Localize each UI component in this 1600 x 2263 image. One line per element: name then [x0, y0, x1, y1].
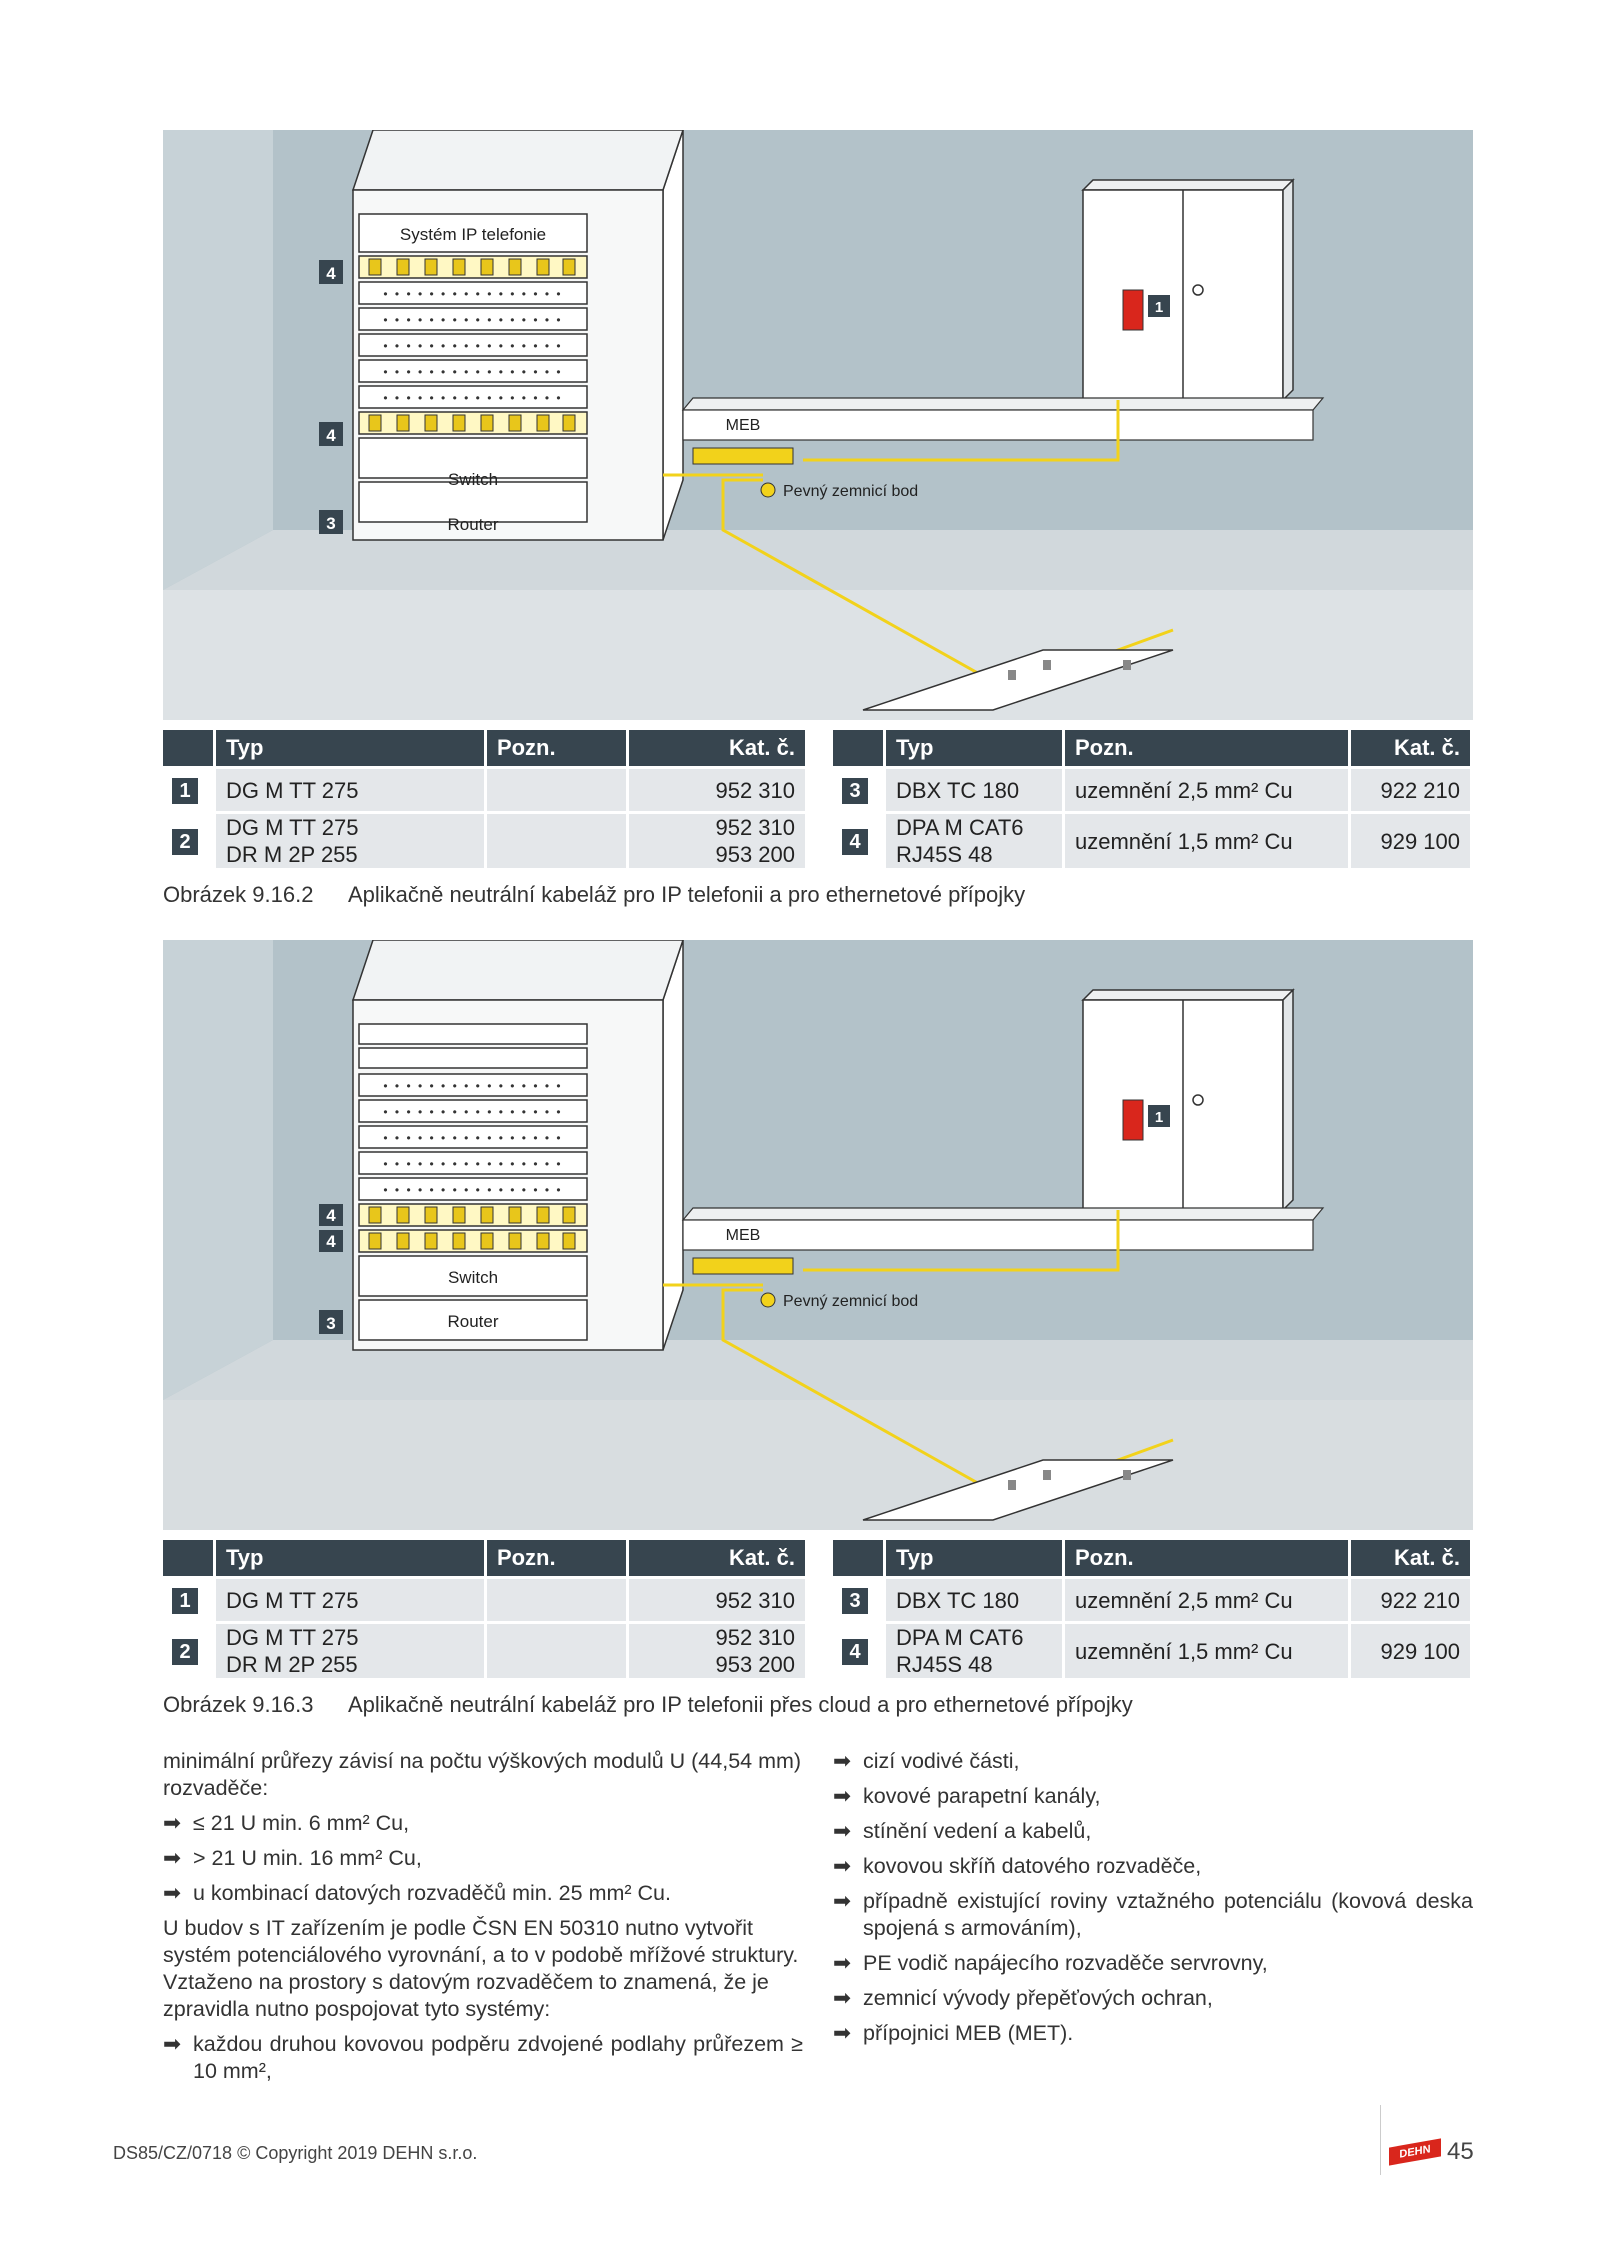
cell-cat: 922 210: [1350, 768, 1472, 813]
figure-1-illustration: [163, 130, 1473, 720]
th-note: Pozn.: [485, 730, 627, 768]
marker-3: 3: [326, 1314, 336, 1333]
row-badge: 2: [172, 1639, 198, 1665]
cell-note: uzemnění 1,5 mm² Cu: [1063, 1623, 1349, 1679]
marker-1: 1: [1154, 299, 1164, 316]
list-item: ➡ kovovou skříň datového rozvaděče,: [833, 1854, 1202, 1878]
th-note: Pozn.: [485, 1540, 627, 1578]
marker-4: 4: [326, 264, 336, 283]
ground-point-label: Pevný zemnicí bod: [783, 483, 919, 500]
figure-2-illustration: [163, 940, 1473, 1530]
list-item: ➡ každou druhou kovovou podpěru zdvojené podlahy průřezem ≥ 10 mm²,: [163, 2032, 803, 2083]
list-item: ➡ kovové parapetní kanály,: [833, 1784, 1101, 1808]
cell-note: [485, 1623, 627, 1679]
table-right-fig1: [833, 730, 1473, 868]
svg-text:• • • • • • • • • • • • • • •: • • • • • • • • • • • • • • • •: [383, 1183, 563, 1197]
table-left-fig2: [163, 1540, 808, 1678]
cell-cat: 952 310 953 200: [628, 1623, 807, 1679]
table-row: [163, 768, 807, 813]
table-row: [163, 1623, 807, 1679]
row-badge: 1: [172, 1588, 198, 1614]
switch-label: Switch: [447, 1268, 499, 1287]
caption-number: Obrázek 9.16.3: [163, 1692, 314, 1717]
svg-text:• • • • • • • • • • • • • • •: • • • • • • • • • • • • • • • •: [383, 287, 563, 301]
cell-cat: 929 100: [1350, 1623, 1472, 1679]
svg-text:• • • • • • • • • • • • • • •: • • • • • • • • • • • • • • • •: [383, 339, 563, 353]
th-cat: Kat. č.: [628, 730, 807, 768]
switch-label: Switch: [447, 470, 499, 489]
svg-text:• • • • • • • • • • • • • • •: • • • • • • • • • • • • • • • •: [383, 391, 563, 405]
list-item: ➡ zemnicí vývody přepěťových ochran,: [833, 1986, 1213, 2010]
th-cat: Kat. č.: [1350, 1540, 1472, 1578]
ground-point-label: Pevný zemnicí bod: [783, 1293, 919, 1310]
caption-number: Obrázek 9.16.2: [163, 882, 314, 907]
marker-3: 3: [326, 514, 336, 533]
table-row: [833, 768, 1472, 813]
list-item: ➡ případně existující roviny vztažného potenciálu (kovová deska spojená s armováním),: [833, 1889, 1473, 1940]
svg-text:• • • • • • • • • • • • • • •: • • • • • • • • • • • • • • • •: [383, 1105, 563, 1119]
table-row: [163, 1578, 807, 1623]
arrow-right-icon: ➡: [163, 2032, 182, 2056]
table-right-fig2: [833, 1540, 1473, 1678]
figure-caption: [163, 882, 1025, 908]
cell-note: uzemnění 1,5 mm² Cu: [1063, 813, 1349, 869]
figure-1: [163, 130, 1473, 920]
arrow-right-icon: ➡: [163, 1881, 182, 1905]
list-item: ➡ PE vodič napájecího rozvaděče servrovny,: [833, 1951, 1268, 1975]
row-badge: 3: [842, 1588, 868, 1614]
svg-text:• • • • • • • • • • • • • • •: • • • • • • • • • • • • • • • •: [383, 313, 563, 327]
th-idx: [163, 730, 215, 768]
row-badge: 1: [172, 778, 198, 804]
cell-note: [485, 813, 627, 869]
row-badge: 4: [842, 829, 868, 855]
cell-cat: 952 310: [628, 768, 807, 813]
arrow-right-icon: ➡: [833, 1854, 852, 1878]
footer-copyright: DS85/CZ/0718 © Copyright 2019 DEHN s.r.o.: [113, 2143, 478, 2163]
arrow-right-icon: ➡: [833, 1749, 852, 1773]
list-item: ➡ > 21 U min. 16 mm² Cu,: [163, 1846, 422, 1870]
arrow-right-icon: ➡: [833, 1986, 852, 2010]
arrow-right-icon: ➡: [833, 1889, 852, 1913]
list-item: ➡ ≤ 21 U min. 6 mm² Cu,: [163, 1811, 410, 1835]
table-row: [163, 813, 807, 869]
cell-note: uzemnění 2,5 mm² Cu: [1063, 768, 1349, 813]
th-type: Typ: [885, 730, 1064, 768]
th-type: Typ: [885, 1540, 1064, 1578]
table-row: [833, 1578, 1472, 1623]
page-number: 45: [1447, 2138, 1474, 2165]
figure-caption: [163, 1692, 1133, 1718]
cell-type: DG M TT 275 DR M 2P 255: [215, 813, 486, 869]
arrow-right-icon: ➡: [833, 2021, 852, 2045]
th-type: Typ: [215, 1540, 486, 1578]
dehn-logo: [1380, 2105, 1441, 2175]
intro-text: minimální průřezy závisí na počtu výškových modulů U (44,54 mm) rozvaděče:: [163, 1749, 802, 1800]
arrow-right-icon: ➡: [163, 1846, 182, 1870]
cell-type: DPA M CAT6 RJ45S 48: [885, 1623, 1064, 1679]
marker-4b: 4: [326, 1232, 336, 1251]
cell-type: DBX TC 180: [885, 1578, 1064, 1623]
cell-cat: 952 310 953 200: [628, 813, 807, 869]
arrow-right-icon: ➡: [163, 1811, 182, 1835]
cell-note: [485, 1578, 627, 1623]
cell-note: uzemnění 2,5 mm² Cu: [1063, 1578, 1349, 1623]
row-badge: 3: [842, 778, 868, 804]
cell-note: [485, 768, 627, 813]
body-right-column: [833, 1748, 1473, 2055]
svg-text:• • • • • • • • • • • • • • •: • • • • • • • • • • • • • • • •: [383, 1079, 563, 1093]
caption-text: Aplikačně neutrální kabeláž pro IP telefonii a pro ethernetové přípojky: [348, 882, 1026, 907]
logo-mark: DEHN: [1389, 2138, 1441, 2165]
row-badge: 4: [842, 1639, 868, 1665]
table-row: [833, 1623, 1472, 1679]
cell-type: DBX TC 180: [885, 768, 1064, 813]
list-item: ➡ u kombinací datových rozvaděčů min. 25 mm² Cu.: [163, 1881, 671, 1905]
list-item: ➡ přípojnici MEB (MET).: [833, 2021, 1074, 2045]
list-item: ➡ cizí vodivé části,: [833, 1749, 1020, 1773]
arrow-right-icon: ➡: [833, 1951, 852, 1975]
meb-label: MEB: [725, 417, 761, 434]
arrow-right-icon: ➡: [833, 1784, 852, 1808]
rack-top-label: Systém IP telefonie: [399, 225, 547, 244]
svg-text:• • • • • • • • • • • • • • •: • • • • • • • • • • • • • • • •: [383, 1131, 563, 1145]
th-cat: Kat. č.: [1350, 730, 1472, 768]
th-note: Pozn.: [1063, 1540, 1349, 1578]
cell-cat: 929 100: [1350, 813, 1472, 869]
marker-4b: 4: [326, 426, 336, 445]
row-badge: 2: [172, 829, 198, 855]
cell-type: DG M TT 275: [215, 768, 486, 813]
th-cat: Kat. č.: [628, 1540, 807, 1578]
svg-text:• • • • • • • • • • • • • • •: • • • • • • • • • • • • • • • •: [383, 365, 563, 379]
cell-type: DG M TT 275: [215, 1578, 486, 1623]
marker-4: 4: [326, 1206, 336, 1225]
list-item: ➡ stínění vedení a kabelů,: [833, 1819, 1092, 1843]
th-type: Typ: [215, 730, 486, 768]
arrow-right-icon: ➡: [833, 1819, 852, 1843]
meb-label: MEB: [725, 1227, 761, 1244]
router-label: Router: [447, 1312, 499, 1331]
th-note: Pozn.: [1063, 730, 1349, 768]
body-left-column: [163, 1748, 803, 2093]
paragraph: U budov s IT zařízením je podle ČSN EN 50310 nutno vytvořit systém potenciálového vyrovnání, a to v podobě mřížové struktury. Vztaženo na prostory s datovým rozvaděčem to znamená, že je zpravidla nutno pospojovat tyto systémy:: [163, 1916, 799, 2021]
cell-type: DPA M CAT6 RJ45S 48: [885, 813, 1064, 869]
caption-text: Aplikačně neutrální kabeláž pro IP telefonii přes cloud a pro ethernetové přípojky: [348, 1692, 1133, 1717]
cell-cat: 952 310: [628, 1578, 807, 1623]
marker-1: 1: [1154, 1109, 1164, 1126]
figure-2: [163, 940, 1473, 1730]
cell-cat: 922 210: [1350, 1578, 1472, 1623]
table-row: [833, 813, 1472, 869]
router-label: Router: [447, 515, 499, 534]
cell-type: DG M TT 275 DR M 2P 255: [215, 1623, 486, 1679]
table-left-fig1: [163, 730, 808, 868]
svg-text:• • • • • • • • • • • • • • •: • • • • • • • • • • • • • • • •: [383, 1157, 563, 1171]
